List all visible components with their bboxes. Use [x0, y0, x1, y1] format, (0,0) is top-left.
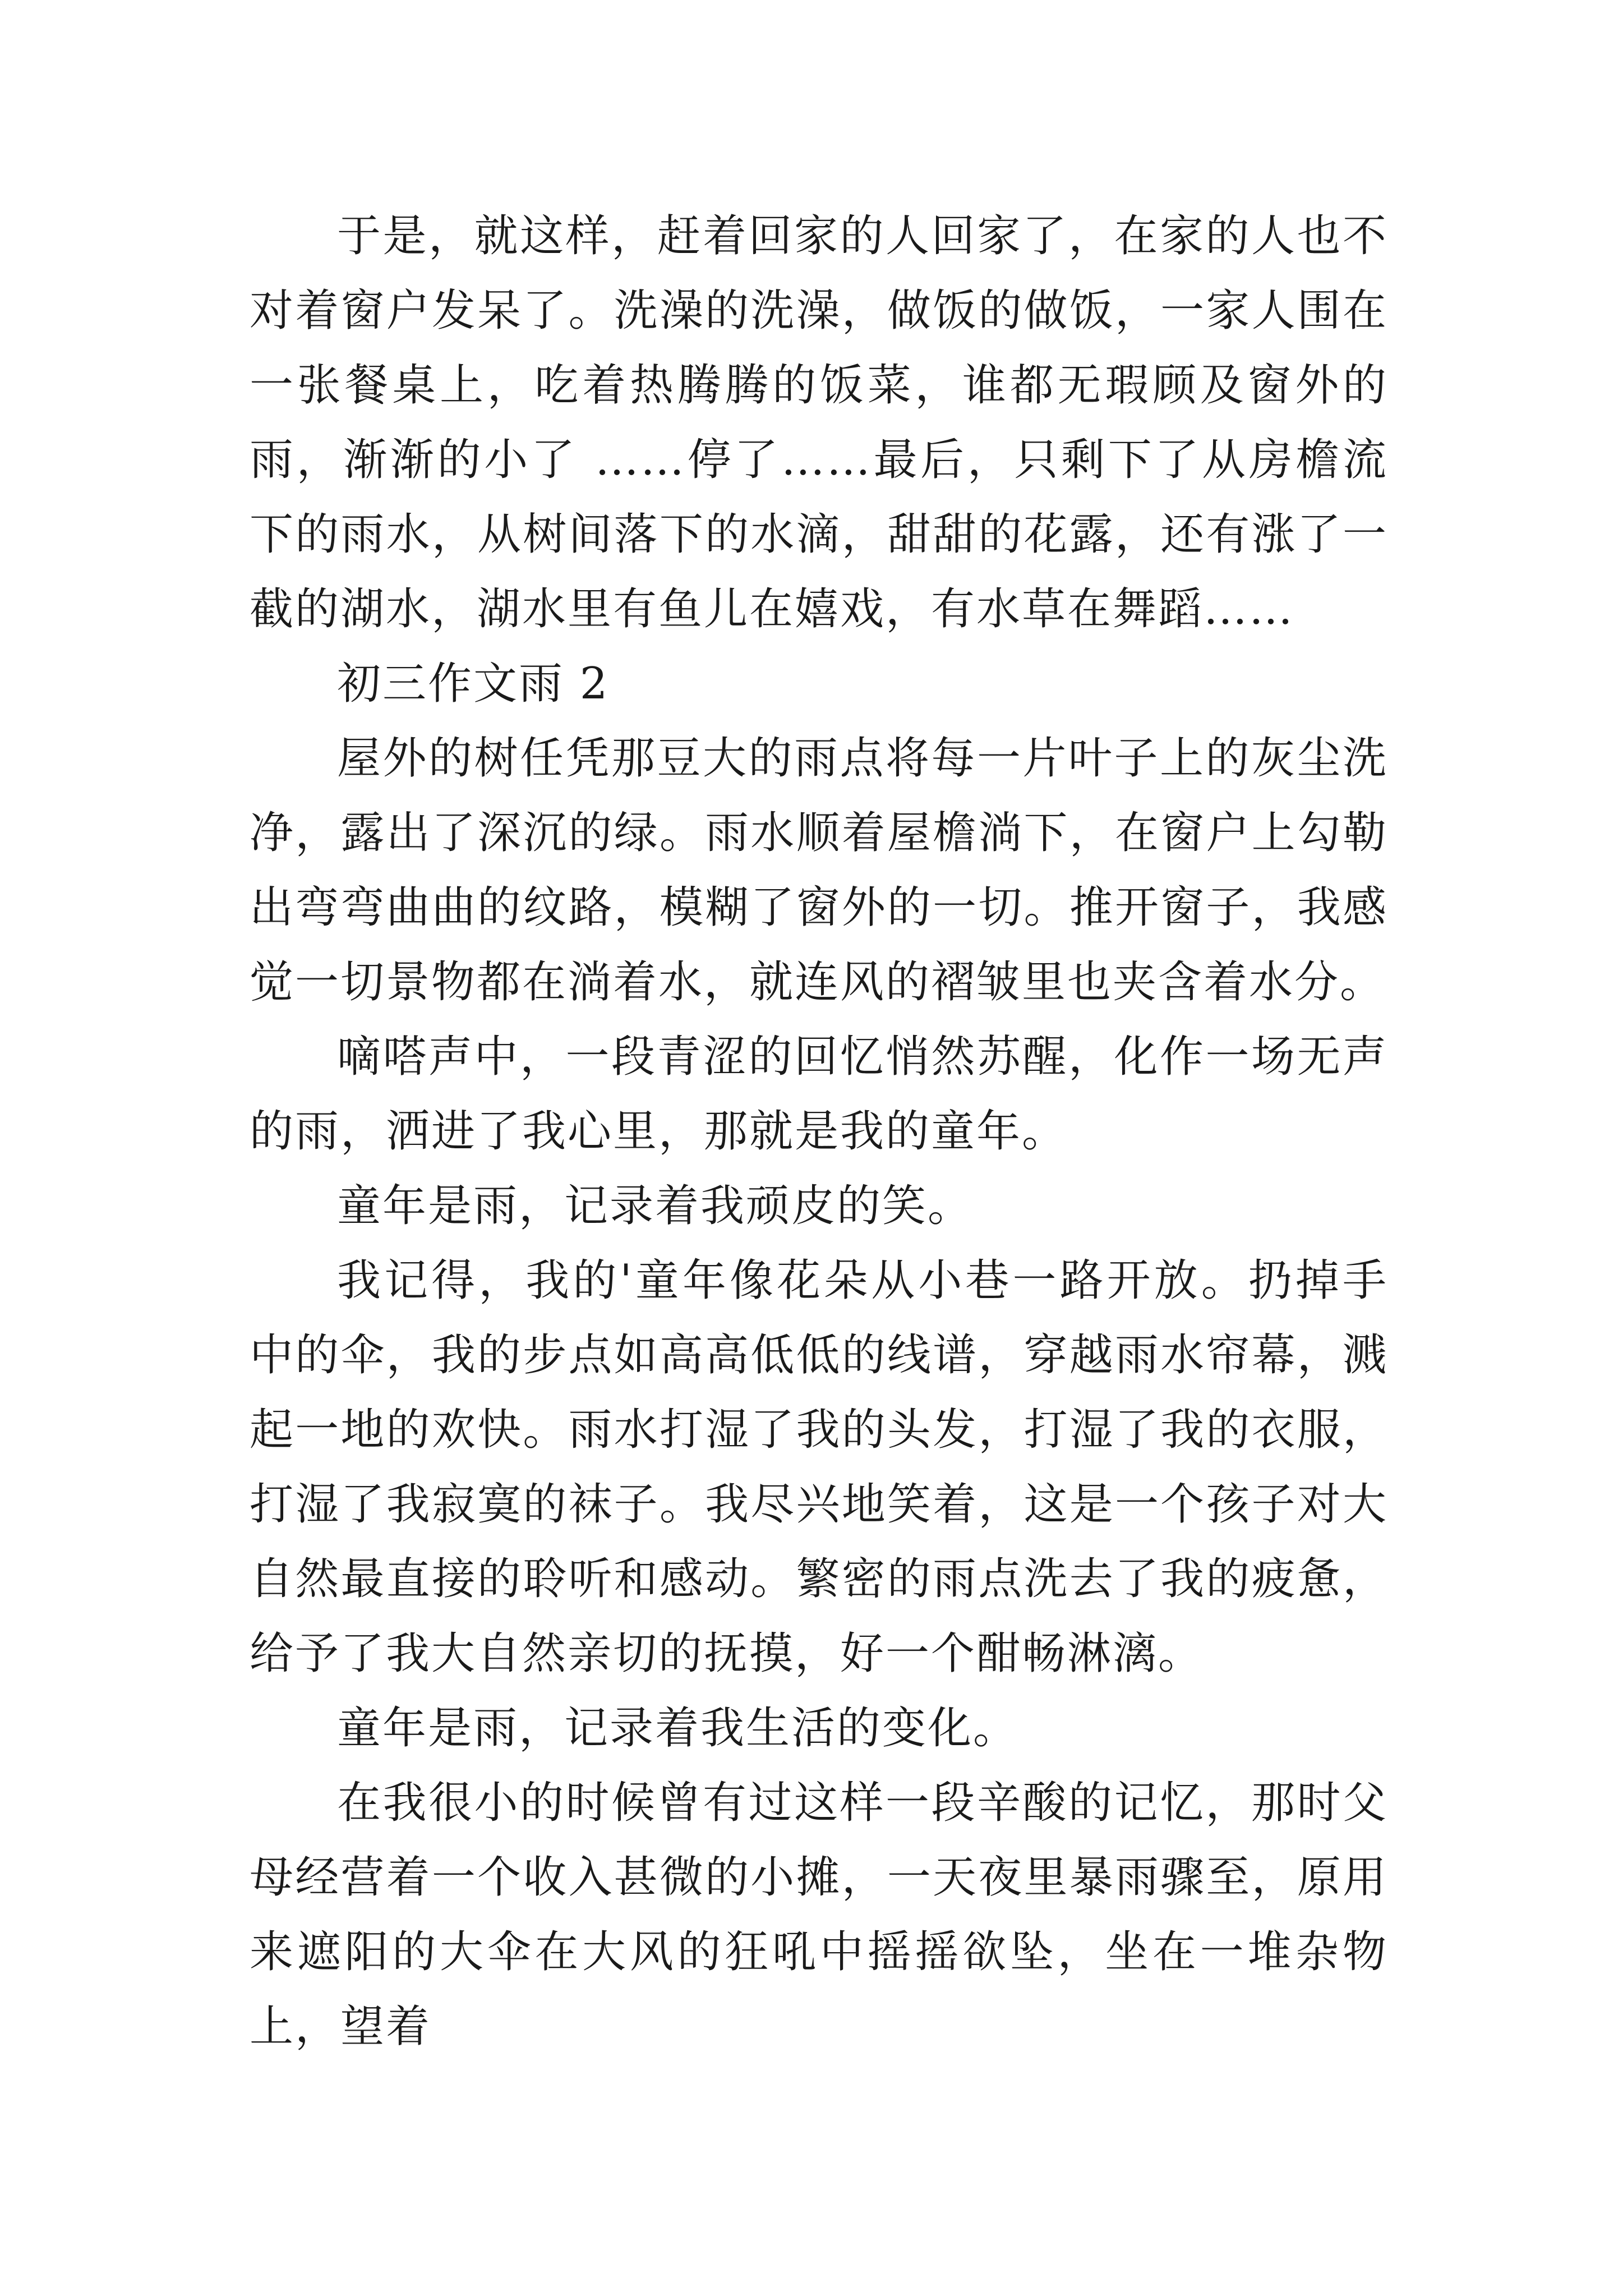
paragraph: 童年是雨，记录着我生活的变化。 [337, 1703, 1019, 1754]
paragraph: 于是，就这样，赶着回家的人回家了，在家的人也不对着窗户发呆了。洗澡的洗澡，做饭的做饭，一家人围在一张餐桌上，吃着热腾腾的饭菜，谁都无瑕顾及窗外的雨，渐渐的小了 ……停了……最后，只剩下了从房檐流下的雨水，从树间落下的水滴，甜甜的花露，还有涨了一截的湖水，湖水里有鱼儿在嬉戏，有水草在舞蹈…… [250, 211, 1388, 634]
paragraph: 我记得，我的'童年像花朵从小巷一路开放。扔掉手中的伞，我的步点如高高低低的线谱，穿越雨水帘幕，溅起一地的欢快。雨水打湿了我的头发，打湿了我的衣服，打湿了我寂寞的袜子。我尽兴地笑着，这是一个孩子对大自然最直接的聆听和感动。繁密的雨点洗去了我的疲惫，给予了我大自然亲切的抚摸，好一个酣畅淋漓。 [250, 1255, 1388, 1679]
paragraph: 童年是雨，记录着我顽皮的笑。 [337, 1181, 974, 1231]
paragraph: 屋外的树任凭那豆大的雨点将每一片叶子上的灰尘洗净，露出了深沉的绿。雨水顺着屋檐淌下，在窗户上勾勒出弯弯曲曲的纹路，模糊了窗外的一切。推开窗子，我感觉一切景物都在淌着水，就连风的褶皱里也夹含着水分。 [250, 733, 1388, 1007]
paragraph: 在我很小的时候曾有过这样一段辛酸的记忆，那时父母经营着一个收入甚微的小摊，一天夜里暴雨骤至，原用来遮阳的大伞在大风的狂吼中摇摇欲坠，坐在一堆杂物上，望着 [250, 1778, 1388, 2052]
body-text [250, 199, 1388, 2064]
paragraph: 嘀嗒声中，一段青涩的回忆悄然苏醒，化作一场无声的雨，洒进了我心里，那就是我的童年。 [250, 1032, 1388, 1157]
essay-heading: 初三作文雨 2 [337, 659, 610, 709]
